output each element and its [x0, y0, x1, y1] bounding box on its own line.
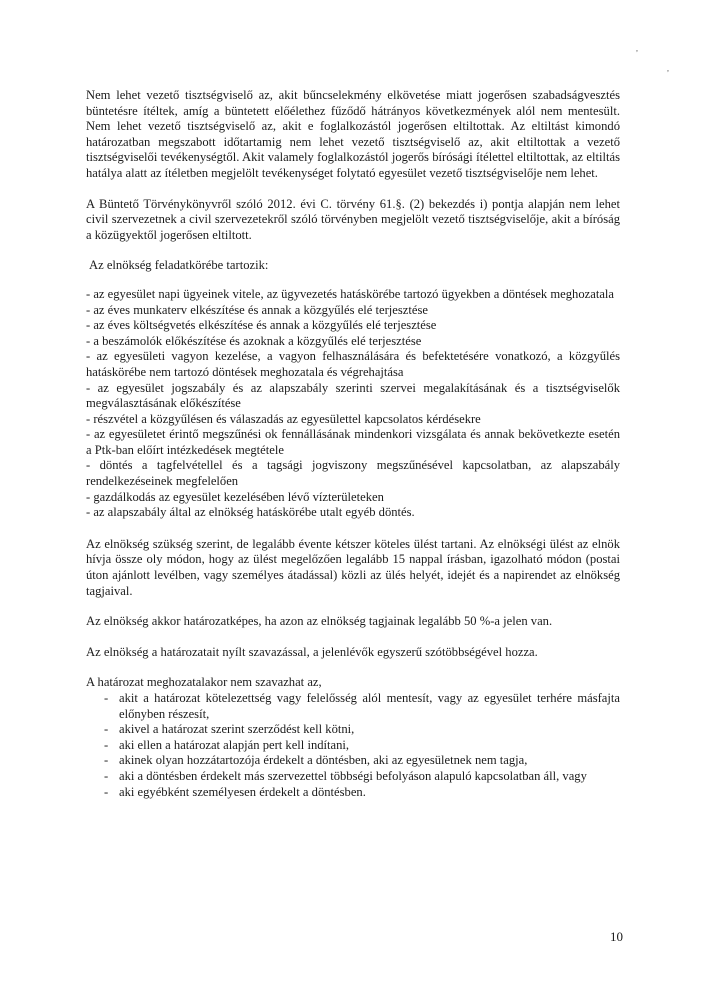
scan-mark: , — [636, 44, 638, 53]
list-item-text: akit a határozat kötelezettség vagy felelősség alól mentesít, vagy az egyesület terhére másfajta előnyben részesít, — [119, 691, 620, 721]
voting-exclusion-intro: A határozat meghozatalakor nem szavazhat az, — [86, 675, 322, 690]
list-item — [86, 691, 620, 722]
list-item — [86, 722, 620, 738]
list-item: - részvétel a közgyűlésen és válaszadás az egyesülettel kapcsolatos kérdésekre — [86, 411, 481, 426]
list-item-text: aki a döntésben érdekelt más szervezettel többségi befolyáson alapuló kapcsolatban áll, vagy — [119, 768, 587, 783]
list-item: - döntés a tagfelvétellel és a tagsági jogviszony megszűnésével kapcsolatban, az alapszabály rendelkezéseinek megfelelően — [86, 458, 620, 489]
dash-bullet: - — [104, 691, 109, 705]
list-item — [86, 769, 620, 785]
list-item — [86, 785, 620, 801]
paragraph-criminal-code: A Büntető Törvénykönyvről szóló 2012. évi C. törvény 61.§. (2) bekezdés i) pontja alapján nem lehet civil szervezetnek a civil szervezetekről szóló törvényben megjelölt vezető tisztségviselője, akit a bíróság a közügyektől jogerősen eltiltott. — [86, 196, 620, 242]
paragraph-eligibility: Nem lehet vezető tisztségviselő az, akit bűncselekmény elkövetése miatt jogerősen szabadságvesztés büntetésre ítéltek, amíg a büntetett előélethez fűződő hátrányos következmények alól nem mentesült. Nem lehet vezető tisztségviselő az, akit e foglalkozástól jogerősen eltiltottak. Az eltiltást kimondó határozatban megszabott időtartamig nem lehet vezető tisztségviselő az, akit eltiltottak a vezető tisztségviselői tevékenységtől. Akit valamely foglalkozástól jogerős bírósági ítélettel eltiltottak, az eltiltás hatálya alatt az ítéletben megjelölt tevékenységet folytató egyesület vezető tisztségviselője nem lehet. — [86, 88, 620, 180]
list-item: - a beszámolók előkészítése és azoknak a közgyűlés elé terjesztése — [86, 333, 422, 348]
list-item: - az egyesületet érintő megszűnési ok fennállásának mindenkori vizsgálata és annak bekövetkezte esetén a Ptk-ban előírt intézkedések megtétele — [86, 427, 620, 457]
list-item: - az egyesület jogszabály és az alapszabály szerinti szervei megalakításának és a tisztségviselők megválasztásának előkészítése — [86, 380, 620, 411]
scan-mark: , — [667, 64, 669, 73]
paragraph-quorum: Az elnökség akkor határozatképes, ha azon az elnökség tagjainak legalább 50 %-a jelen van. — [86, 614, 553, 629]
duties-heading: Az elnökség feladatkörébe tartozik: — [89, 258, 269, 273]
list-item: - az alapszabály által az elnökség hatáskörébe utalt egyéb döntés. — [86, 505, 415, 520]
paragraph-voting: Az elnökség a határozatait nyílt szavazással, a jelenlévők egyszerű szótöbbségével hozza. — [86, 644, 538, 659]
list-item-text: akinek olyan hozzátartozója érdekelt a döntésben, aki az egyesületnek nem tagja, — [119, 753, 528, 768]
list-item — [86, 738, 620, 754]
list-item-text: aki ellen a határozat alapján pert kell indítani, — [119, 737, 350, 752]
dash-bullet: - — [104, 737, 109, 752]
paragraph-meetings: Az elnökség szükség szerint, de legalább évente kétszer köteles ülést tartani. Az elnökségi ülést az elnök hívja össze oly módon, hogy az ülést megelőzően legalább 15 nappal írásban, igazolható módon (postai úton ajánlott levélben, vagy személyes átadással) közli az ülés helyét, idejét és a napirendet az elnökség tagjaival. — [86, 536, 620, 598]
dash-bullet: - — [104, 753, 109, 768]
list-item-text: akivel a határozat szerint szerződést kell kötni, — [119, 722, 355, 737]
voting-exclusion-list — [86, 691, 620, 800]
dash-bullet: - — [104, 784, 109, 799]
duties-list — [86, 287, 620, 521]
list-item-text: aki egyébként személyesen érdekelt a döntésben. — [119, 784, 366, 799]
list-item: - az egyesület napi ügyeinek vitele, az ügyvezetés hatáskörébe tartozó ügyekben a döntések meghozatala — [86, 286, 615, 301]
list-item: - az éves munkaterv elkészítése és annak a közgyűlés elé terjesztése — [86, 302, 428, 317]
document-body — [86, 88, 620, 800]
page-number: 10 — [610, 929, 623, 944]
dash-bullet: - — [104, 722, 109, 737]
list-item: - az egyesületi vagyon kezelése, a vagyon felhasználására és befektetésére vonatkozó, a közgyűlés hatáskörébe nem tartozó döntések meghozatala és végrehajtása — [86, 349, 620, 379]
list-item: - gazdálkodás az egyesület kezelésében lévő vízterületeken — [86, 489, 384, 504]
dash-bullet: - — [104, 768, 109, 783]
list-item — [86, 753, 620, 769]
list-item: - az éves költségvetés elkészítése és annak a közgyűlés elé terjesztése — [86, 318, 437, 333]
